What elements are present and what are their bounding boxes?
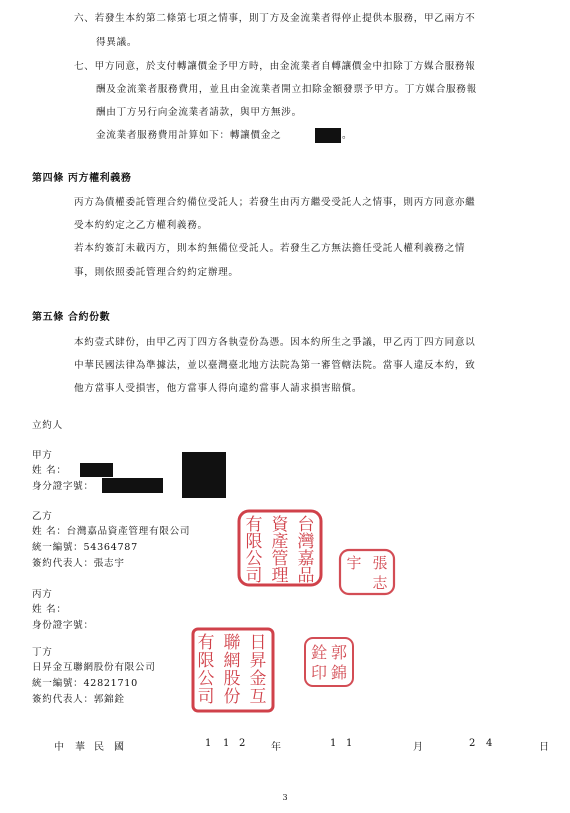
page-number: 3 (282, 793, 288, 802)
seal-glyph: 公 (245, 549, 263, 569)
seal-glyph: 資 (271, 515, 289, 535)
party-d-rep: 簽約代表人：郭錦銓 (32, 694, 125, 705)
seal-glyph: 灣 (297, 532, 315, 552)
article-4-line3: 若本約簽訂未載丙方，則本約無備位受託人。若發生乙方無法擔任受託人權利義務之情 (74, 243, 466, 254)
party-b-name: 姓 名：台灣嘉品資產管理有限公司 (32, 526, 191, 537)
seal-glyph: 日 (249, 633, 267, 653)
fee-calc-line: 金流業者服務費用計算如下：轉讓價金之 (96, 130, 282, 141)
seal-glyph: 管 (271, 549, 289, 569)
date-year-digit-1: 1 (205, 738, 212, 749)
party-c-id: 身份證字號： (32, 620, 94, 631)
party-d-company-seal (190, 626, 276, 714)
article-5-heading: 第五條 合約份數 (32, 312, 111, 323)
party-a-label: 甲方 (32, 450, 53, 461)
article-4-line2: 受本約約定之乙方權利義務。 (74, 220, 208, 231)
date-day-digit-1: 2 (469, 738, 476, 749)
clause-7-line3: 酬由丁方另行向金流業者請款，與甲方無涉。 (96, 107, 302, 118)
seal-glyph: 志 (372, 574, 388, 592)
article-5-line3: 他方當事人受損害，他方當事人得向違約當事人請求損害賠償。 (74, 383, 363, 394)
date-year-digit-2: 1 (223, 738, 230, 749)
date-era-4: 國 (114, 742, 124, 753)
seal-glyph: 聯 (223, 633, 241, 653)
party-d-tax-id: 統一編號：42821710 (32, 678, 138, 689)
redaction-party-a-id (102, 478, 163, 493)
seal-glyph: 郭 (330, 643, 348, 662)
redaction-party-a-name (80, 463, 113, 477)
article-4-line1: 丙方為債權委託管理合約備位受託人；若發生由丙方繼受受託人之情事，則丙方同意亦繼 (74, 197, 476, 208)
seal-glyph: 印 (310, 663, 328, 682)
party-a-id: 身分證字號： (32, 481, 94, 492)
signers-title: 立約人 (32, 420, 63, 431)
seal-glyph: 有 (245, 515, 263, 535)
party-b-company-seal (236, 508, 324, 588)
seal-glyph: 限 (245, 532, 263, 552)
party-a-name: 姓 名： (32, 465, 67, 476)
party-d-person-seal (303, 636, 355, 688)
party-b-person-seal (338, 548, 396, 596)
seal-glyph: 公 (197, 669, 215, 689)
seal-glyph: 品 (297, 566, 315, 586)
date-month-digit-2: 1 (346, 738, 353, 749)
seal-glyph: 張 (372, 554, 388, 572)
article-5-line1: 本約壹式肆份，由甲乙丙丁四方各執壹份為憑。因本約所生之爭議，甲乙丙丁四方同意以 (74, 337, 476, 348)
seal-glyph: 錦 (330, 663, 348, 682)
date-era-1: 中 (54, 742, 64, 753)
seal-glyph: 理 (271, 566, 289, 586)
party-c-name: 姓 名： (32, 604, 67, 615)
clause-6-line1: 六、若發生本約第二條第七項之情事，則丁方及金流業者得停止提供本服務，甲乙兩方不 (74, 13, 476, 24)
date-year-unit: 年 (271, 742, 281, 753)
seal-glyph: 限 (197, 651, 215, 671)
article-5-line2: 中華民國法律為準據法，並以臺灣臺北地方法院為第一審管轄法院。當事人違反本約，致 (74, 360, 476, 371)
fee-calc-end: 。 (342, 130, 353, 141)
party-b-rep: 簽約代表人：張志宇 (32, 558, 125, 569)
article-4-line4: 事，則依照委託管理合約約定辦理。 (74, 267, 239, 278)
seal-glyph: 有 (197, 633, 215, 653)
seal-glyph: 銓 (310, 643, 328, 662)
party-d-label: 丁方 (32, 647, 53, 658)
seal-glyph: 份 (223, 687, 241, 707)
date-era-3: 民 (94, 742, 104, 753)
seal-glyph: 網 (223, 651, 241, 671)
article-4-heading: 第四條 丙方權利義務 (32, 173, 132, 184)
date-year-digit-3: 2 (239, 738, 246, 749)
party-d-company: 日昇金互聯網股份有限公司 (32, 662, 156, 673)
redaction-fee (315, 128, 341, 143)
seal-glyph: 金 (249, 669, 267, 689)
clause-6-line2: 得異議。 (96, 37, 138, 48)
date-era-2: 華 (75, 742, 85, 753)
clause-7-line1: 七、甲方同意，於支付轉讓價金予甲方時，由金流業者自轉讓價金中扣除丁方媒合服務報 (74, 61, 476, 72)
seal-glyph: 昇 (249, 651, 267, 671)
seal-glyph: 產 (271, 532, 289, 552)
seal-glyph: 宇 (346, 554, 362, 572)
seal-glyph: 嘉 (297, 549, 315, 569)
seal-glyph: 司 (197, 687, 215, 707)
clause-7-line2: 酬及金流業者服務費用，並且由金流業者開立扣除金額發票予甲方。丁方媒合服務報 (96, 84, 477, 95)
redaction-party-a-seal (182, 452, 226, 498)
seal-glyph: 互 (249, 687, 267, 707)
party-b-label: 乙方 (32, 511, 53, 522)
date-month-unit: 月 (413, 742, 423, 753)
seal-glyph: 台 (297, 515, 315, 535)
seal-glyph: 股 (223, 669, 241, 689)
date-day-unit: 日 (539, 742, 549, 753)
seal-glyph: 司 (245, 566, 263, 586)
date-day-digit-2: 4 (486, 738, 493, 749)
party-b-tax-id: 統一編號：54364787 (32, 542, 138, 553)
date-month-digit-1: 1 (330, 738, 337, 749)
party-c-label: 丙方 (32, 589, 53, 600)
